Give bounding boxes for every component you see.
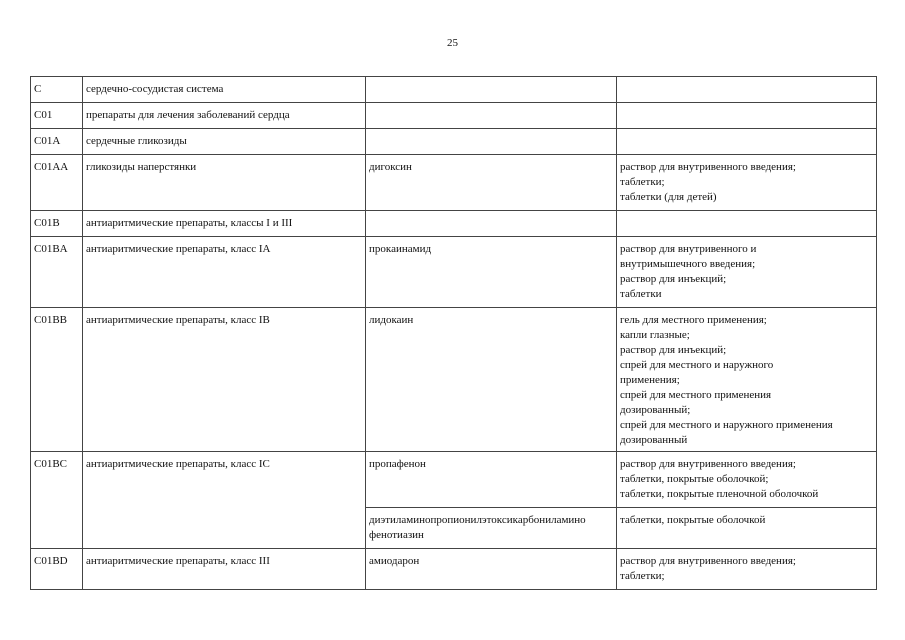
drug-name-cell <box>366 103 617 129</box>
dosage-form-line: внутримышечного введения; <box>620 258 756 270</box>
dosage-form-line: таблетки; <box>620 570 665 582</box>
atc-group-cell: препараты для лечения заболеваний сердца <box>83 103 366 129</box>
atc-code-cell: C01BA <box>31 237 83 308</box>
drug-name-cell: прокаинамид <box>366 237 617 308</box>
dosage-form-cell <box>617 77 877 103</box>
dosage-form-cell <box>617 508 877 549</box>
dosage-form-line: таблетки, покрытые пленочной оболочкой <box>620 488 819 500</box>
table-row <box>31 308 877 452</box>
dosage-form-line: таблетки (для детей) <box>620 191 717 203</box>
dosage-form-cell <box>617 237 877 308</box>
atc-group-cell: сердечно-сосудистая система <box>83 77 366 103</box>
atc-code-cell: C01B <box>31 211 83 237</box>
drug-name-cell <box>366 129 617 155</box>
dosage-form-cell <box>617 129 877 155</box>
atc-group-cell: антиаритмические препараты, класс IA <box>83 237 366 308</box>
dosage-form-line: таблетки <box>620 288 662 300</box>
atc-code-cell: C01BD <box>31 549 83 590</box>
dosage-form-line: таблетки, покрытые оболочкой; <box>620 473 769 485</box>
dosage-form-line: спрей для местного и наружного <box>620 359 774 371</box>
drug-name-cell: амиодарон <box>366 549 617 590</box>
dosage-form-line: спрей для местного применения <box>620 389 772 401</box>
dosage-form-line: раствор для инъекций; <box>620 273 727 285</box>
atc-code-cell: C01 <box>31 103 83 129</box>
dosage-form-line: применения; <box>620 374 680 386</box>
drug-name-line: диэтиламинопропионилэтоксикарбониламино <box>369 514 586 526</box>
dosage-form-line: спрей для местного и наружного применения <box>620 419 833 431</box>
dosage-form-line: таблетки; <box>620 176 665 188</box>
table-row <box>31 237 877 308</box>
drug-name-cell: лидокаин <box>366 308 617 452</box>
dosage-form-line: таблетки, покрытые оболочкой <box>620 514 766 526</box>
atc-code-cell: C01BC <box>31 452 83 549</box>
dosage-form-cell <box>617 549 877 590</box>
atc-code-cell: C01A <box>31 129 83 155</box>
dosage-form-line: раствор для внутривенного и <box>620 243 757 255</box>
drug-name-cell: пропафенон <box>366 452 617 508</box>
drug-name-cell: дигоксин <box>366 155 617 211</box>
atc-group-cell: сердечные гликозиды <box>83 129 366 155</box>
dosage-form-cell <box>617 211 877 237</box>
dosage-form-line: раствор для внутривенного введения; <box>620 555 796 567</box>
atc-group-cell: антиаритмические препараты, класс III <box>83 549 366 590</box>
atc-group-cell: антиаритмические препараты, класс IC <box>83 452 366 549</box>
table-row <box>31 129 877 155</box>
dosage-form-line: раствор для внутривенного введения; <box>620 458 796 470</box>
dosage-form-line: раствор для инъекций; <box>620 344 727 356</box>
atc-group-cell: антиаритмические препараты, классы I и III <box>83 211 366 237</box>
atc-code-cell: C01AA <box>31 155 83 211</box>
dosage-form-line: капли глазные; <box>620 329 690 341</box>
table-row <box>31 77 877 103</box>
drug-name-cell <box>366 508 617 549</box>
drug-name-line: фенотиазин <box>369 529 424 541</box>
dosage-form-cell <box>617 452 877 508</box>
table-row <box>31 452 877 508</box>
atc-drug-table <box>30 76 877 590</box>
table-row <box>31 155 877 211</box>
atc-group-cell: антиаритмические препараты, класс IB <box>83 308 366 452</box>
dosage-form-cell <box>617 155 877 211</box>
table-row <box>31 103 877 129</box>
table-row <box>31 549 877 590</box>
dosage-form-cell <box>617 308 877 452</box>
dosage-form-line: раствор для внутривенного введения; <box>620 161 796 173</box>
atc-group-cell: гликозиды наперстянки <box>83 155 366 211</box>
atc-code-cell: C01BB <box>31 308 83 452</box>
table-row <box>31 211 877 237</box>
dosage-form-line: дозированный; <box>620 404 691 416</box>
page-number: 25 <box>447 37 458 49</box>
dosage-form-line: дозированный <box>620 434 688 446</box>
atc-code-cell: C <box>31 77 83 103</box>
drug-name-cell <box>366 77 617 103</box>
dosage-form-cell <box>617 103 877 129</box>
drug-name-cell <box>366 211 617 237</box>
dosage-form-line: гель для местного применения; <box>620 314 767 326</box>
